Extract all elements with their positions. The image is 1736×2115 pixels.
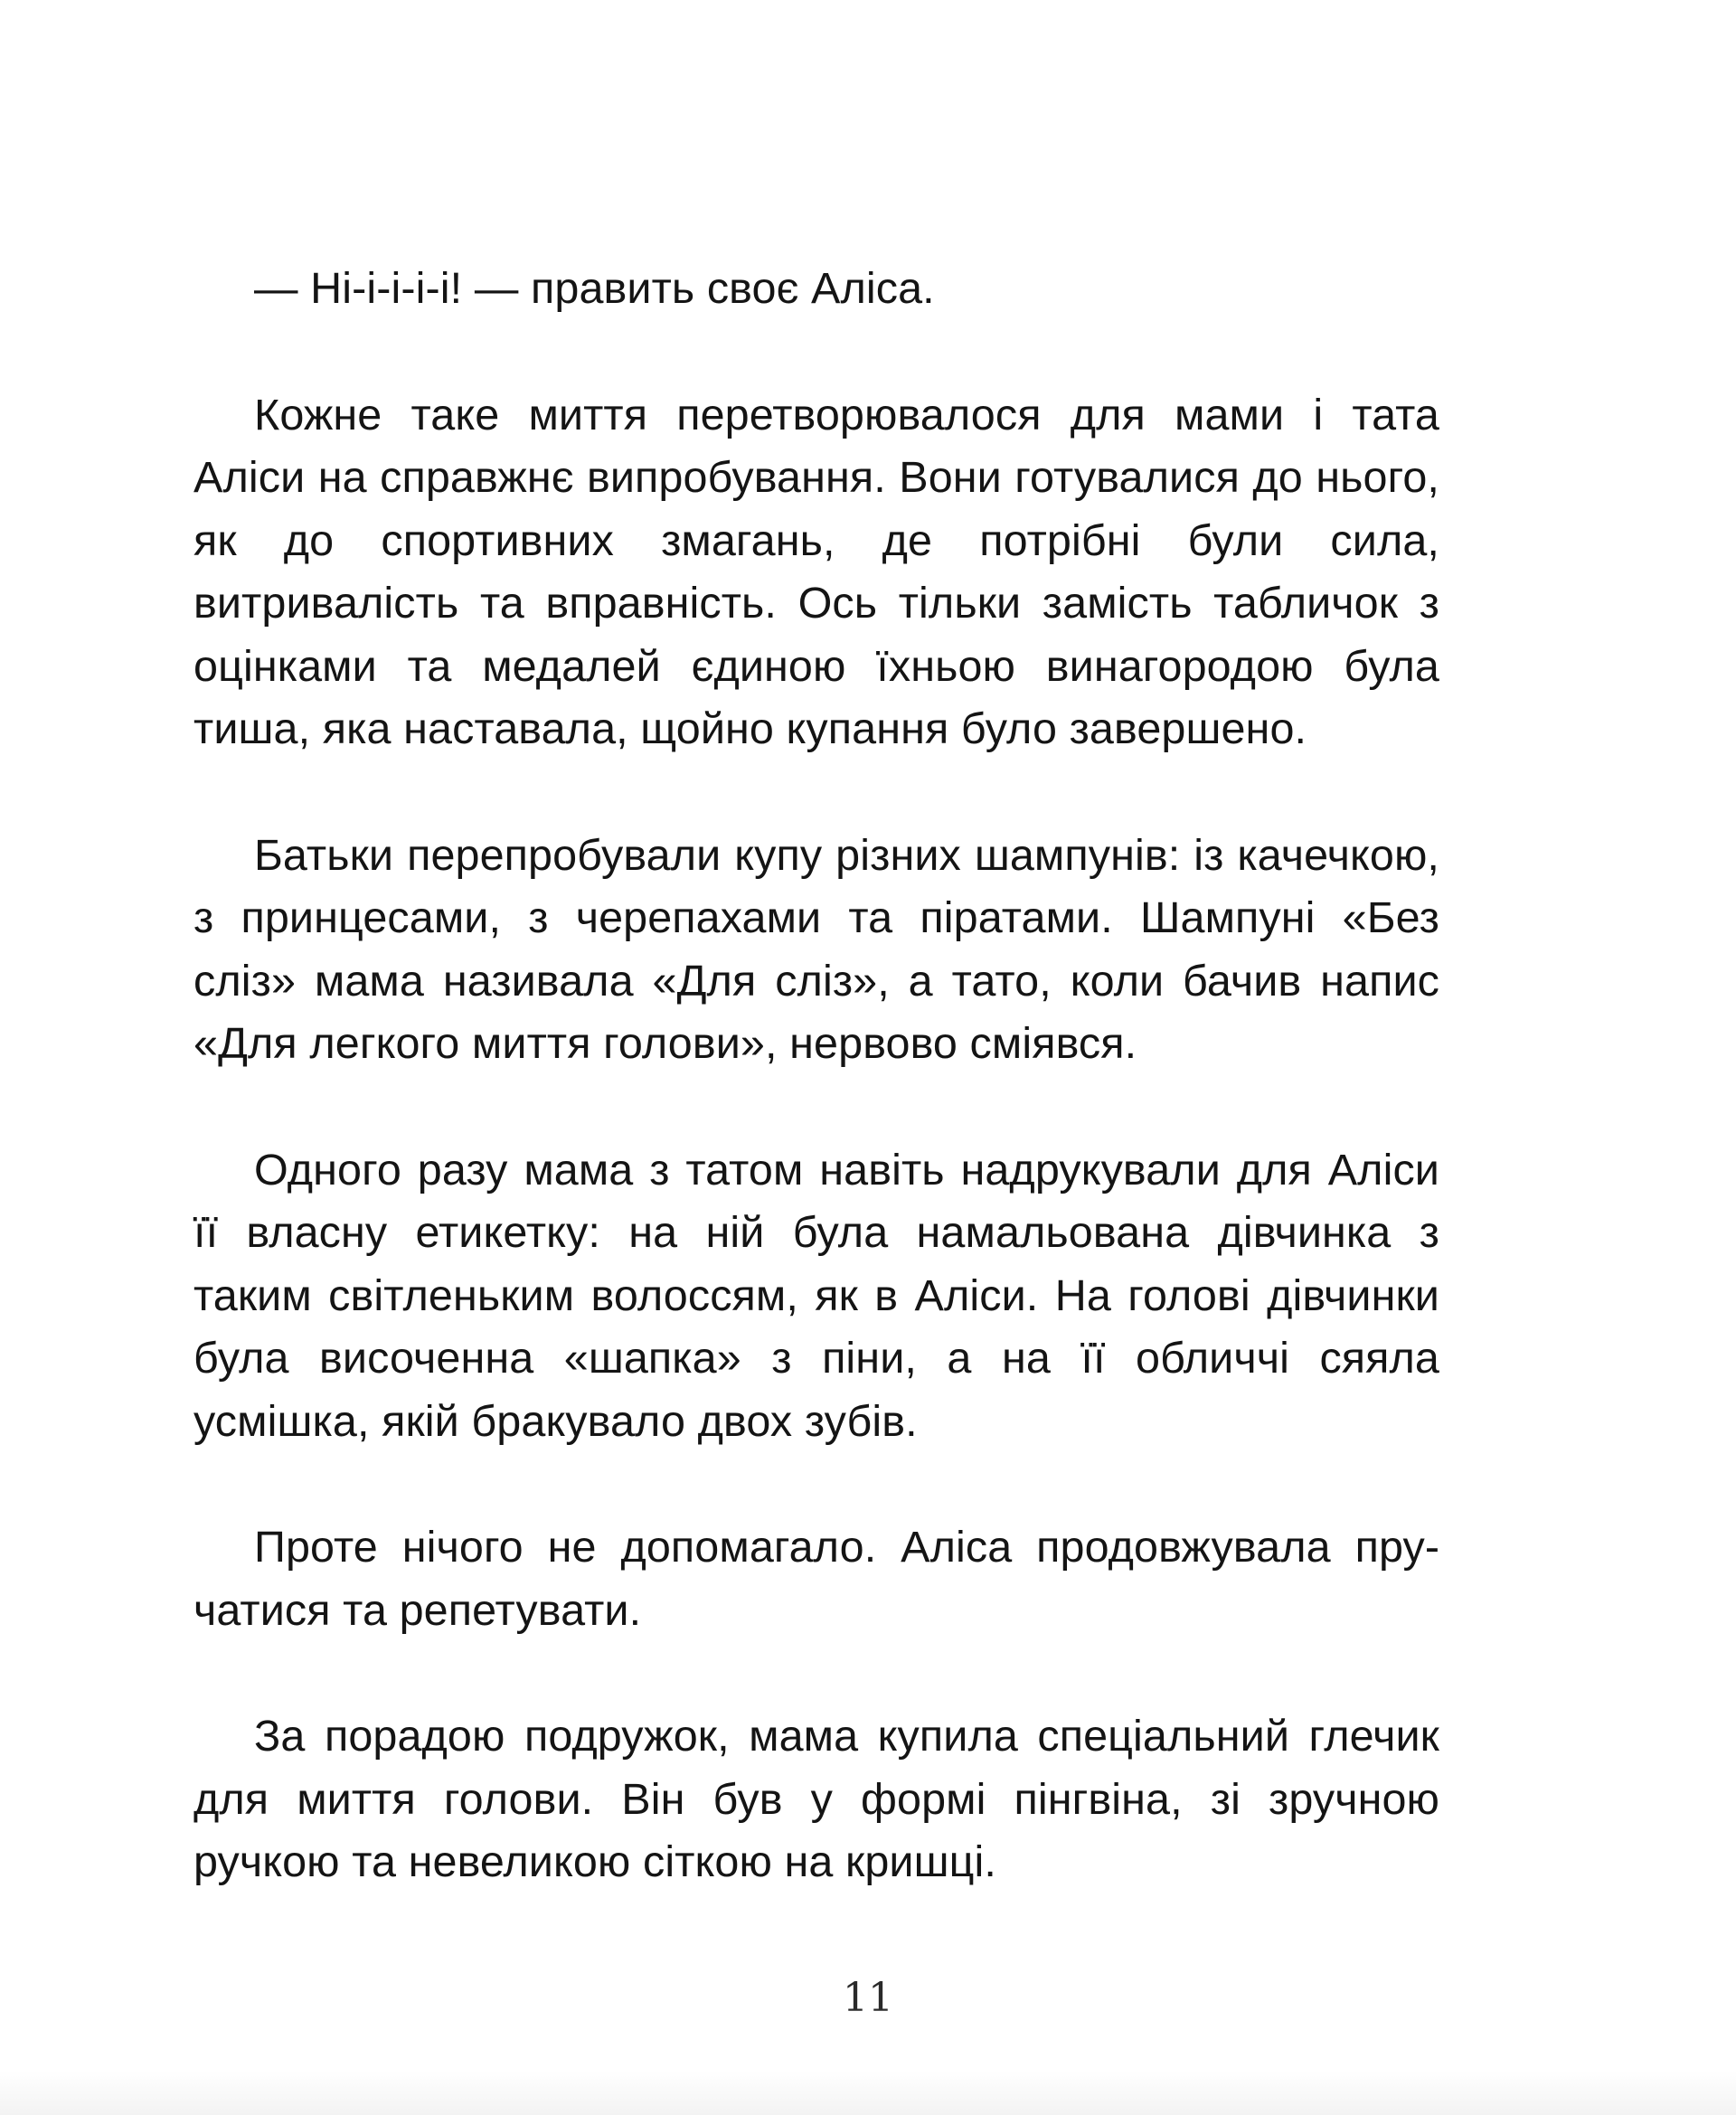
paragraph: Проте нічого не допомагало. Аліса продовжувала пручатися та репетувати. (193, 1523, 1439, 1635)
body-text (193, 258, 1439, 1894)
page-number: 11 (843, 1975, 893, 2021)
paragraph: Батьки перепробували купу різних шампунів: із качечкою, з принцесами, з черепахами та піратами. Шампуні «Без сліз» мама називала «Для сліз», а тато, коли бачив напис «Для легкого миття голови», нервово сміявся. (193, 830, 1439, 1068)
paragraph: — Ні-і-і-і-і! — править своє Аліса. (254, 264, 935, 313)
paragraph: Кожне таке миття перетворювалося для мами і тата Аліси на справжнє випробування. Вони готувалися до нього, як до спортивних змагань, де потрібні були сила, витривалість та вправність. Ось тільки замість табличок з оцінками та медалей єдиною їхньою винагородою була тиша, яка наставала, щойно купання було завершено. (193, 390, 1439, 753)
paragraph: Одного разу мама з татом навіть надрукували для Аліси її власну етикетку: на ній була намальована дівчинка з таким світленьким волоссям, як в Аліси. На голові дівчинки була височенна «шапка» з піни, а на її обличчі сяяла усмішка, якій бракувало двох зубів. (193, 1145, 1439, 1446)
paragraph: За порадою подружок, мама купила спеціальний глечик для миття голови. Він був у формі пінгвіна, зі зручною ручкою та невеликою сіткою на кришці. (193, 1712, 1439, 1886)
page-bottom-edge (0, 2071, 1736, 2115)
